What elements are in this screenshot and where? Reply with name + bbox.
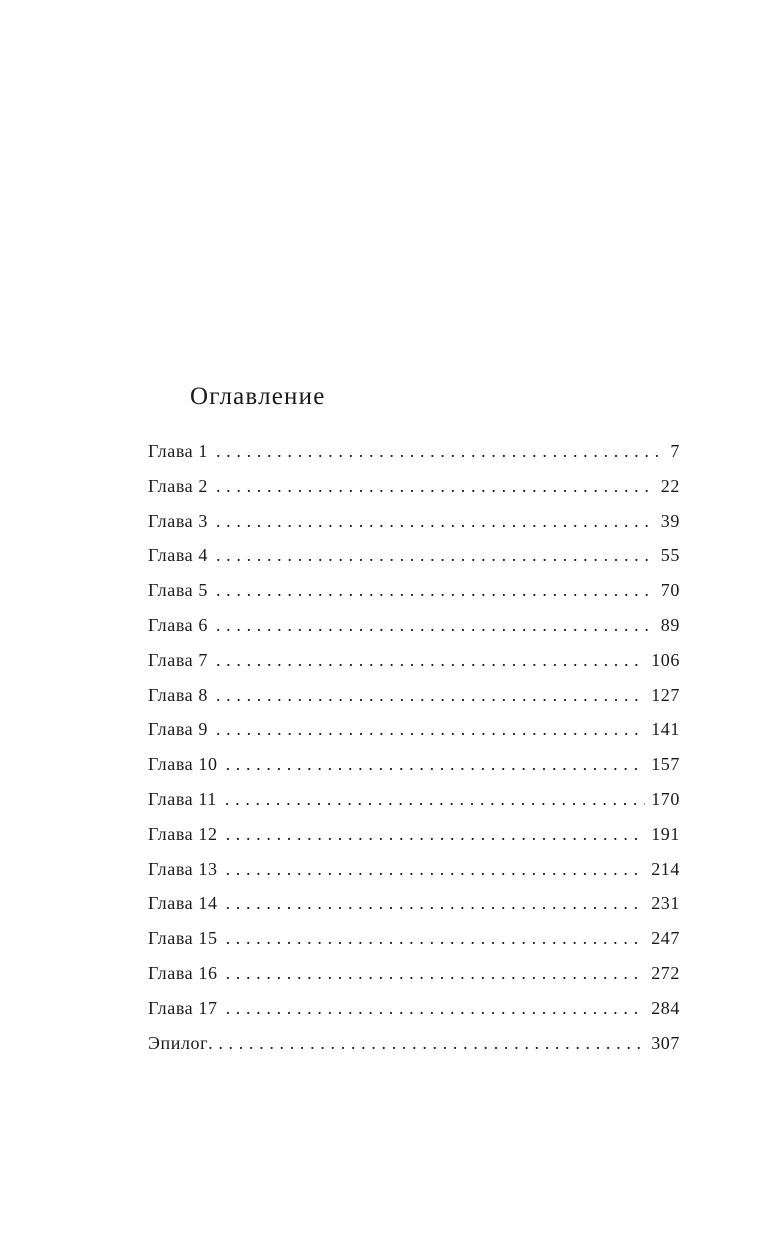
toc-entry [148,608,680,643]
toc-entry-label: Глава 9 [148,719,208,740]
toc-entry-label: Глава 12 [148,823,218,844]
toc-entry-label: Глава 17 [148,997,218,1018]
toc-dot-leader [225,782,645,817]
toc-entry [148,747,680,782]
table-of-contents [148,380,680,1060]
toc-dot-leader [226,956,646,991]
toc-entry-label: Глава 11 [148,788,217,809]
toc-entry-label: Глава 8 [148,684,208,705]
toc-entry [148,991,680,1026]
toc-dot-leader [216,678,645,713]
toc-dot-leader [226,817,646,852]
toc-entry [148,712,680,747]
toc-entry-page: 272 [651,962,680,983]
toc-dot-leader [226,991,646,1026]
toc-entry-label: Глава 3 [148,510,208,531]
toc-entry-label: Глава 5 [148,580,208,601]
toc-entry-page: 39 [660,510,680,531]
toc-entry-page: 70 [660,580,680,601]
toc-entry [148,886,680,921]
toc-entry-page: 106 [651,649,680,670]
toc-dot-leader [216,504,655,539]
toc-entry-label: Глава 4 [148,545,208,566]
toc-entry-label: Глава 6 [148,614,208,635]
toc-entry [148,956,680,991]
toc-entry-page: 247 [651,928,680,949]
toc-entry-page: 191 [651,823,680,844]
toc-entry-page: 7 [670,441,680,461]
toc-entry-label: Эпилог [148,1032,209,1053]
toc-entry [148,538,680,573]
toc-entry [148,782,680,817]
toc-entry [148,573,680,608]
toc-list [148,434,680,1060]
toc-entry-page: 89 [660,614,680,635]
toc-entry [148,817,680,852]
toc-entry [148,469,680,504]
toc-entry-label: Глава 1 [148,441,208,461]
toc-entry-page: 127 [651,684,680,705]
toc-entry [148,1026,680,1061]
toc-dot-leader [226,747,646,782]
toc-dot-leader [216,608,655,643]
toc-entry-page: 214 [651,858,680,879]
toc-entry-page: 22 [660,475,680,496]
toc-entry [148,852,680,887]
toc-entry-page: 307 [651,1032,680,1053]
toc-title: Оглавление [190,383,326,410]
toc-entry-label: Глава 10 [148,754,218,775]
toc-entry-label: Глава 13 [148,858,218,879]
toc-dot-leader [216,712,645,747]
toc-entry [148,678,680,713]
toc-dot-leader [216,573,655,608]
toc-dot-leader [226,886,646,921]
toc-entry-label: Глава 14 [148,893,218,914]
toc-dot-leader [208,1026,645,1061]
toc-entry-page: 231 [651,893,680,914]
toc-entry-label: Глава 7 [148,649,208,670]
toc-entry-page: 141 [651,719,680,740]
toc-entry [148,504,680,539]
toc-dot-leader [216,643,645,678]
toc-dot-leader [216,434,664,469]
toc-entry [148,921,680,956]
toc-entry [148,643,680,678]
toc-dot-leader [226,852,646,887]
toc-entry-page: 284 [651,997,680,1018]
toc-entry-page: 170 [651,788,680,809]
toc-entry-label: Глава 15 [148,928,218,949]
toc-dot-leader [226,921,646,956]
toc-dot-leader [216,469,655,504]
toc-entry-page: 55 [660,545,680,566]
toc-entry-label: Глава 2 [148,475,208,496]
toc-entry [148,434,680,469]
toc-dot-leader [216,538,655,573]
toc-entry-label: Глава 16 [148,962,218,983]
toc-entry-page: 157 [651,754,680,775]
